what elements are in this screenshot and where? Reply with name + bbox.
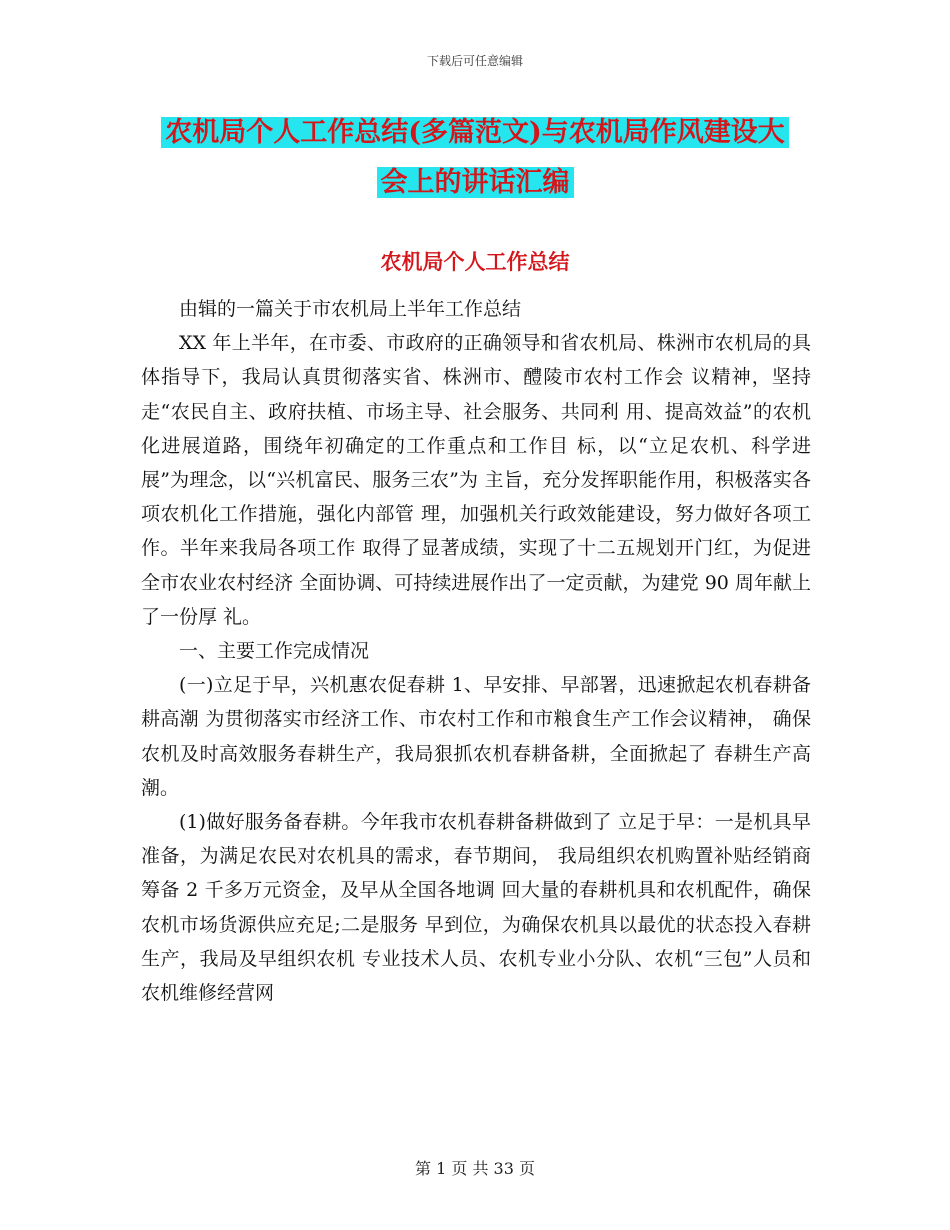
section-title: 农机局个人工作总结	[380, 249, 570, 274]
page-footer: 第 1 页 共 33 页	[415, 1159, 535, 1178]
body-text	[141, 292, 811, 1010]
document-title-line-1: 农机局个人工作总结(多篇范文)与农机局作风建设大	[161, 117, 789, 148]
document-title-line-2: 会上的讲话汇编	[377, 167, 574, 198]
paragraph-heading-main-work: 一、主要工作完成情况	[179, 640, 370, 663]
header-note: 下载后可任意编辑	[426, 54, 523, 68]
paragraph-spring-plowing: (一)立足于早，兴机惠农促春耕 1、早安排、早部署，迅速掀起农机春耕备耕高潮 为贯彻落实市经济工作、市农村工作和市粮食生产工作会议精神， 确保农机及时高效服务春耕生产，我局狠抓农机春耕备耕，全面掀起了 春耕生产高潮。	[141, 674, 811, 799]
paragraph-intro: 由辑的一篇关于市农机局上半年工作总结	[179, 298, 522, 320]
document-title	[140, 108, 810, 208]
paragraph-service-prep: (1)做好服务备春耕。今年我市农机春耕备耕做到了 立足于早：一是机具早准备，为满足农民对农机具的需求，春节期间， 我局组织农机购置补贴经销商筹备 2 千多万元资金，及早从全国各地调 回大量的春耕机具和农机配件，确保农机市场货源供应充足;二是服务 早到位，为确保农机具以最优的状态投入春耕生产，我局及早组织农机 专业技术人员、农机专业小分队、农机“三包”人员和农机维修经营网	[141, 811, 811, 1005]
paragraph-overview: XX 年上半年，在市委、市政府的正确领导和省农机局、株洲市农机局的具体指导下，我局认真贯彻落实省、株洲市、醴陵市农村工作会 议精神，坚持走“农民自主、政府扶植、市场主导、社会服务、共同利 用、提高效益”的农机化进展道路，围绕年初确定的工作重点和工作目 标，以“立足农机、科学进展”为理念，以“兴机富民、服务三农”为 主旨，充分发挥职能作用，积极落实各项农机化工作措施，强化内部管 理，加强机关行政效能建设，努力做好各项工作。半年来我局各项工作 取得了显著成绩，实现了十二五规划开门红，为促进全市农业农村经济 全面协调、可持续进展作出了一定贡献，为建党 90 周年献上了一份厚 礼。	[141, 332, 811, 628]
